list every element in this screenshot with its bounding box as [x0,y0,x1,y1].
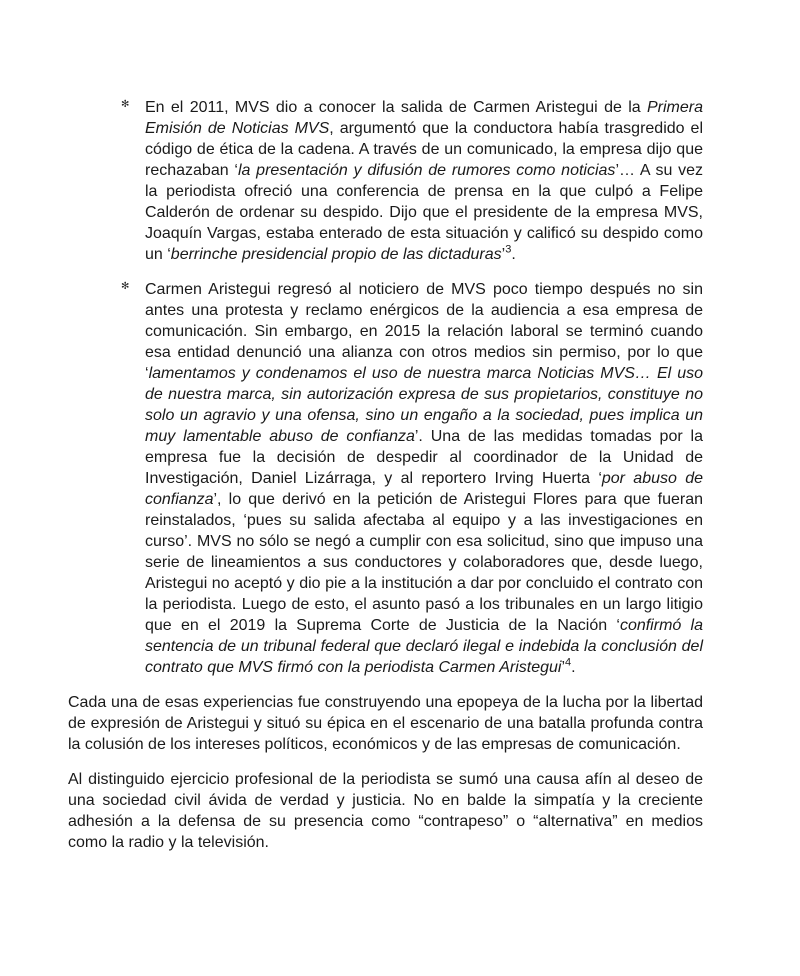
footnote-reference: 4 [565,656,572,669]
text-run: ’. Una de las medidas tomadas por la empresa fue la decisión de despedir al coordinador de la Unidad de Investigación, Daniel Lizárraga, y al reportero Irving Huerta ‘ [145,428,703,487]
text-run: En el 2011, MVS dio a conocer la salida de Carmen Aristegui de la [145,99,647,116]
quoted-italic-text: lamentamos y condenamos el uso de nuestra marca Noticias MVS… El uso de nuestra marca, sin autorización expresa de sus propietarios, constituye no solo un agravio y una ofensa, sino un engaño a la sociedad, pues implica un muy lamentable abuso de confianza [145,365,703,445]
text-run: Carmen Aristegui regresó al noticiero de MVS poco tiempo después no sin antes una protesta y reclamo enérgicos de la audiencia a esa empresa de comunicación. Sin embargo, en 2015 la relación laboral se terminó cuando esa entidad denunció una alianza con otros medios sin permiso, por lo que ‘ [145,281,703,382]
paragraph-text [145,279,703,678]
paragraph-text [68,692,703,755]
text-run: Al distinguido ejercicio profesional de la periodista se sumó una causa afín al deseo de una sociedad civil ávida de verdad y justicia. No en balde la simpatía y la creciente adhesión a la defensa de su presencia como “contrapeso” o “alternativa” en medios como la radio y la televisión. [68,771,703,851]
quoted-italic-text: Primera Emisión de Noticias MVS [145,99,703,137]
asterisk-bullet-icon: ✻ [121,99,130,110]
quoted-italic-text: berrinche presidencial propio de las dictaduras [170,246,502,263]
quoted-italic-text: confirmó la sentencia de un tribunal federal que declaró ilegal e indebida la conclusión del contrato que MVS firmó con la periodista Carmen Aristegui [145,617,704,676]
text-run: ’… A su vez la periodista ofreció una conferencia de prensa en la que culpó a Felipe Calderón de ordenar su despido. Dijo que el presidente de la empresa MVS, Joaquín Vargas, estaba enterado de esta situación y calificó su despido como un ‘ [145,162,704,263]
bullet-paragraph [121,97,704,265]
bullet-paragraph [121,279,704,678]
paragraph-text [68,769,703,853]
paragraph-text [145,97,703,265]
document-body [68,97,703,867]
asterisk-bullet-icon: ✻ [121,281,130,292]
body-paragraph [68,692,703,755]
quoted-italic-text: por abuso de confianza [145,470,704,508]
quoted-italic-text: la presentación y difusión de rumores como noticias [237,162,616,179]
footnote-reference: 3 [505,243,512,256]
text-run: . [511,246,516,263]
text-run: Cada una de esas experiencias fue construyendo una epopeya de la lucha por la libertad de expresión de Aristegui y situó su épica en el escenario de una batalla profunda contra la colusión de los intereses políticos, económicos y de las empresas de comunicación. [68,694,703,753]
text-run: ’ [561,659,566,676]
text-run: ’, lo que derivó en la petición de Aristegui Flores para que fueran reinstalados, ‘pues su salida afectaba al equipo y a las investigaciones en curso’. MVS no sólo se negó a cumplir con esa solicitud, sino que impuso una serie de lineamientos a sus conductores y colaboradores que, desde luego, Aristegui no aceptó y dio pie a la institución a dar por concluido el contrato con la periodista. Luego de esto, el asunto pasó a los tribunales en un largo litigio que en el 2019 la Suprema Corte de Justicia de la Nación ‘ [145,491,703,634]
text-run: , argumentó que la conductora había trasgredido el código de ética de la cadena. A través de un comunicado, la empresa dijo que rechazaban ‘ [145,120,703,179]
body-paragraph [68,769,703,853]
text-run: . [571,659,576,676]
text-run: ’ [501,246,506,263]
